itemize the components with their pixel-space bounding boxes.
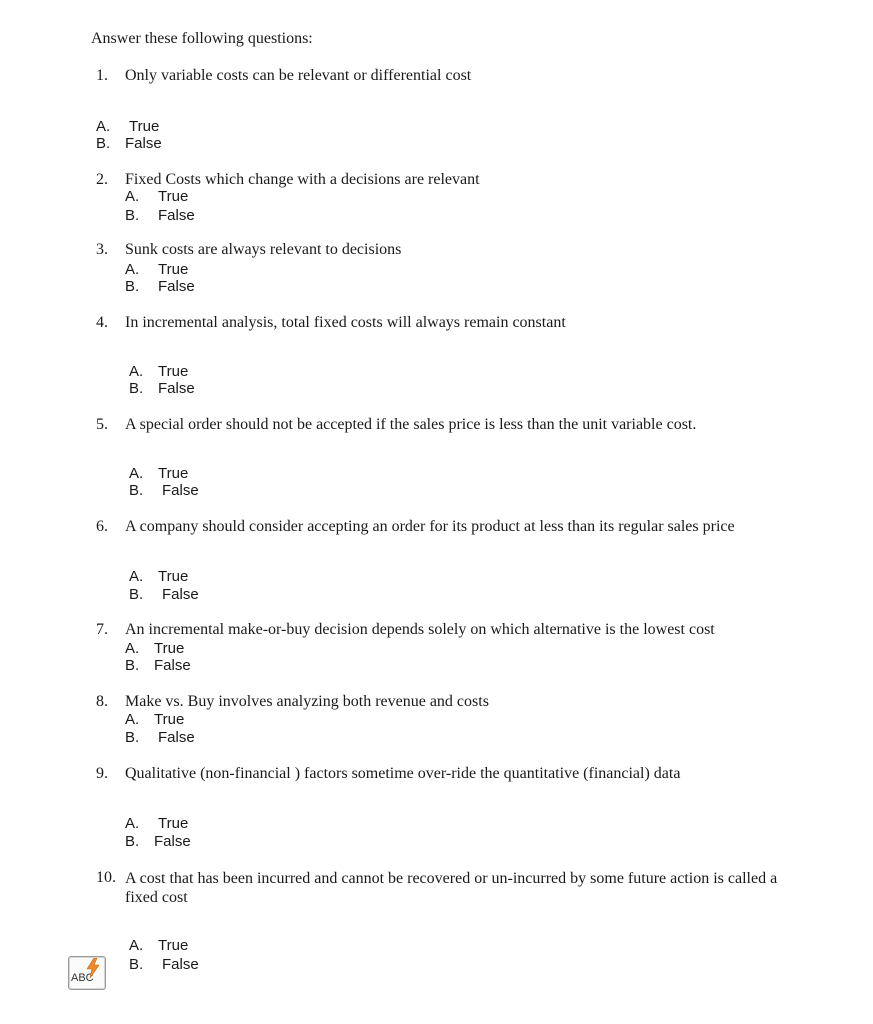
option-a-letter: A. [129,568,144,585]
question-number: 9. [96,765,108,782]
option-b-letter: B. [129,482,144,499]
option-a-letter: A. [125,815,140,832]
question-number: 10. [96,869,116,886]
spellcheck-badge-label: ABC [71,972,94,984]
spellcheck-badge[interactable] [68,956,106,990]
option-a-text[interactable]: True [154,711,185,728]
question-number: 7. [96,621,108,638]
option-b-letter: B. [96,135,111,152]
option-a-letter: A. [125,711,140,728]
option-b-letter: B. [125,207,140,224]
question-number: 2. [96,171,108,188]
question-text: A cost that has been incurred and cannot be recovered or un-incurred by some future action is called a fixed cost [125,870,778,906]
question-number: 1. [96,67,108,84]
question-text: Make vs. Buy involves analyzing both revenue and costs [125,693,489,710]
lightning-bolt-icon [86,958,100,978]
option-b-text[interactable]: False [158,207,195,224]
option-b-letter: B. [125,657,140,674]
option-b-letter: B. [129,586,144,603]
option-a-text[interactable]: True [158,363,189,380]
option-b-text[interactable]: False [125,135,162,152]
option-b-text[interactable]: False [162,586,199,603]
option-b-text[interactable]: False [154,833,191,850]
option-b-letter: B. [125,278,140,295]
question-number: 8. [96,693,108,710]
option-b-letter: B. [129,380,144,397]
option-b-letter: B. [125,833,140,850]
option-a-letter: A. [129,937,144,954]
question-number: 3. [96,241,108,258]
option-a-text[interactable]: True [154,640,185,657]
option-b-text[interactable]: False [158,729,195,746]
question-number: 6. [96,518,108,535]
option-b-letter: B. [125,729,140,746]
option-a-text[interactable]: True [158,261,189,278]
question-text: Fixed Costs which change with a decisions are relevant [125,171,480,188]
option-b-letter: B. [129,956,144,973]
question-text: In incremental analysis, total fixed costs will always remain constant [125,314,566,331]
question-text: A company should consider accepting an order for its product at less than its regular sales price [125,518,735,535]
question-text: Only variable costs can be relevant or differential cost [125,67,472,84]
instructions-heading: Answer these following questions: [91,30,313,47]
question-text: Qualitative (non-financial ) factors sometime over-ride the quantitative (financial) data [125,765,681,782]
option-a-text[interactable]: True [158,465,189,482]
option-a-letter: A. [96,118,111,135]
option-a-text[interactable]: True [158,188,189,205]
option-a-letter: A. [129,363,144,380]
question-text: Sunk costs are always relevant to decisions [125,241,402,258]
option-a-letter: A. [125,640,140,657]
option-a-letter: A. [129,465,144,482]
question-number: 5. [96,416,108,433]
option-b-text[interactable]: False [158,278,195,295]
option-b-text[interactable]: False [158,380,195,397]
option-a-text[interactable]: True [129,118,160,135]
option-a-letter: A. [125,188,140,205]
option-b-text[interactable]: False [162,482,199,499]
option-b-text[interactable]: False [154,657,191,674]
option-a-text[interactable]: True [158,937,189,954]
question-text: A special order should not be accepted if the sales price is less than the unit variable cost. [125,416,697,433]
question-number: 4. [96,314,108,331]
option-a-letter: A. [125,261,140,278]
option-b-text[interactable]: False [162,956,199,973]
option-a-text[interactable]: True [158,568,189,585]
option-a-text[interactable]: True [158,815,189,832]
question-text: An incremental make-or-buy decision depends solely on which alternative is the lowest cost [125,621,715,638]
